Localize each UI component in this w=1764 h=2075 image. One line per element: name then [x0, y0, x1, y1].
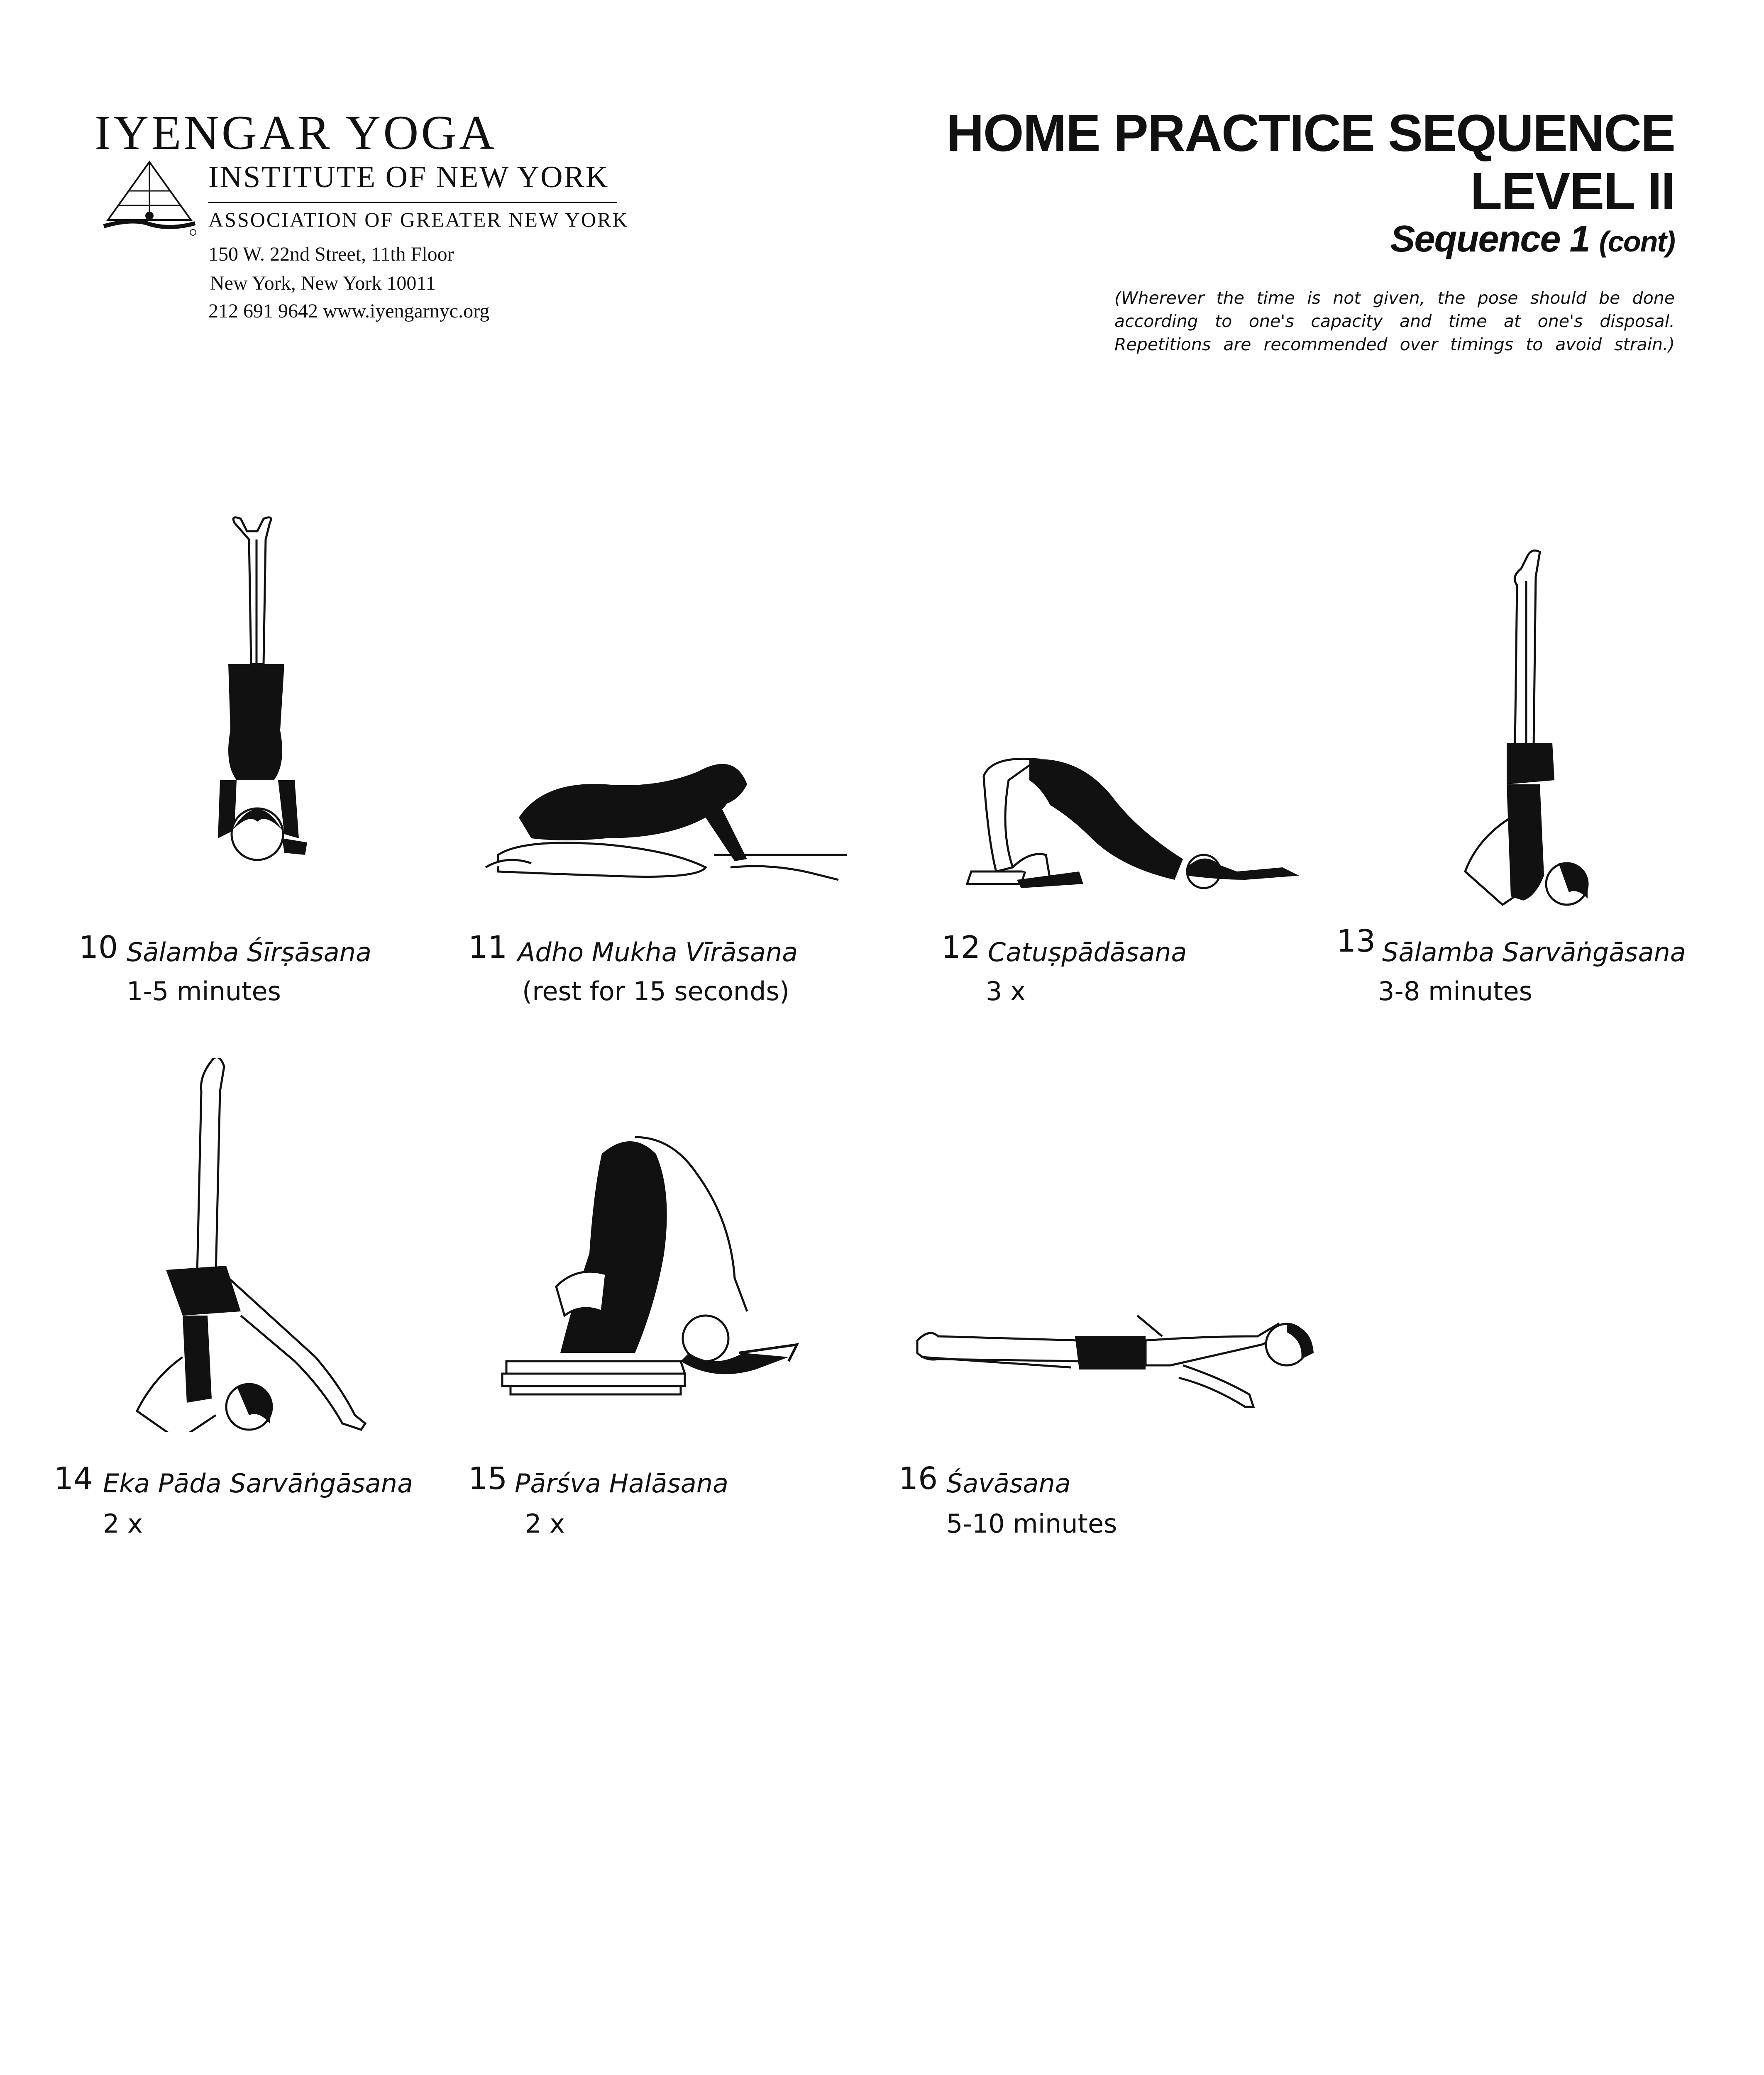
side-plough-figure	[498, 1129, 830, 1403]
pose-number: 11	[468, 930, 508, 965]
sequence-title	[1390, 218, 1675, 261]
bridge-figure	[955, 747, 1328, 896]
page-title: HOME PRACTICE SEQUENCE	[946, 104, 1675, 162]
sequence-label: Sequence 1	[1390, 218, 1590, 260]
pose-number: 10	[79, 930, 118, 965]
pose-time: (rest for 15 seconds)	[522, 976, 789, 1006]
forward-kneel-figure	[481, 755, 855, 896]
pose-name: Adho Mukha Vīrāsana	[518, 937, 798, 967]
org-name: IYENGAR YOGA	[95, 105, 497, 160]
pose-time: 2 x	[525, 1509, 565, 1539]
one-leg-shoulderstand-figure	[116, 1058, 407, 1432]
pose-time: 1-5 minutes	[127, 976, 281, 1006]
pose-number: 12	[941, 930, 981, 965]
pose-time: 5-10 minutes	[946, 1509, 1117, 1539]
pose-number: 15	[468, 1461, 508, 1496]
pose-number: 14	[54, 1461, 93, 1496]
pose-name: Catuṣpādāsana	[988, 937, 1187, 967]
level-title: LEVEL II	[1470, 162, 1675, 220]
practice-note: (Wherever the time is not given, the pose should be done according to one's capacity and time at one's disposal. Repetitions are recommended over timings to avoid strain.)	[1114, 288, 1675, 354]
pose-name: Sālamba Śīrṣāsana	[127, 937, 371, 967]
association-name: ASSOCIATION OF GREATER NEW YORK	[208, 208, 629, 231]
pose-name: Eka Pāda Sarvāṅgāsana	[103, 1468, 413, 1499]
corpse-pose-figure	[913, 1291, 1336, 1423]
pose-name: Sālamba Sarvāṅgāsana	[1382, 937, 1686, 967]
institute-logo	[100, 158, 199, 237]
contact-line: 212 691 9642 www.iyengarnyc.org	[208, 300, 490, 322]
pose-time: 3 x	[986, 976, 1026, 1006]
pose-time: 3-8 minutes	[1378, 976, 1532, 1006]
pose-name: Pārśva Halāsana	[515, 1468, 728, 1499]
address-city: New York, New York 10011	[210, 272, 436, 294]
shoulderstand-figure	[1444, 548, 1610, 913]
headstand-figure	[195, 515, 320, 896]
pose-number: 13	[1336, 923, 1376, 959]
pose-number: 16	[899, 1461, 938, 1496]
institute-name: INSTITUTE OF NEW YORK	[208, 160, 609, 194]
sequence-cont: (cont)	[1599, 225, 1675, 258]
pose-name: Śavāsana	[946, 1468, 1071, 1499]
header-rule	[208, 202, 617, 203]
address-street: 150 W. 22nd Street, 11th Floor	[208, 243, 454, 265]
pose-time: 2 x	[103, 1509, 143, 1539]
